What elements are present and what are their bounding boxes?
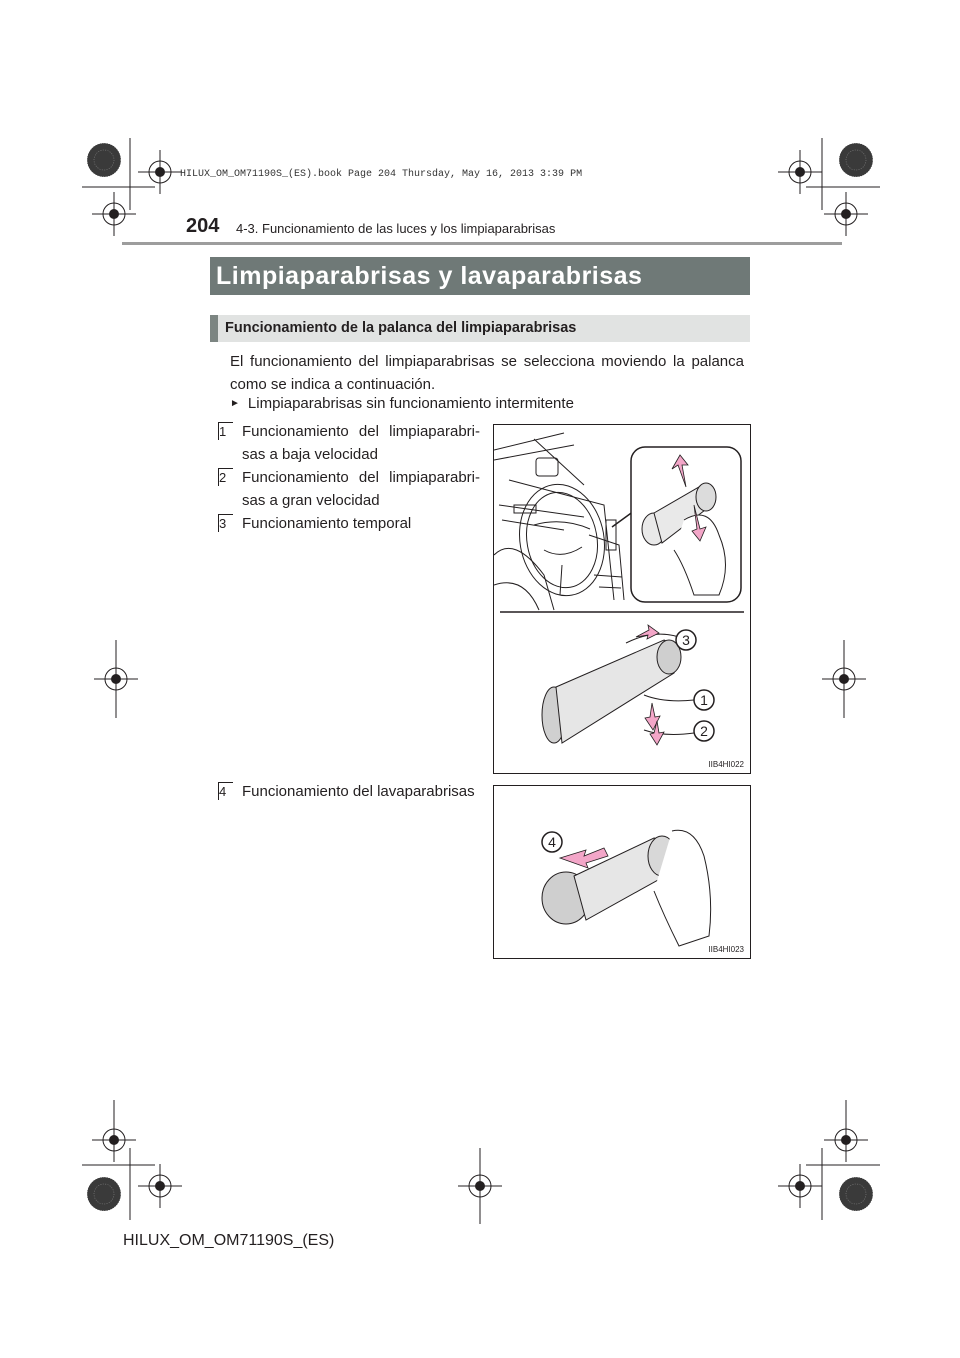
bullet-arrow-icon: ► [230, 398, 240, 409]
page-title: Limpiaparabrisas y lavaparabrisas [216, 262, 643, 290]
intro-paragraph: El funcionamiento del limpiaparabrisas se selecciona moviendo la palanca como se indica a continuación. [230, 353, 744, 393]
callout-label: 3 [682, 632, 690, 648]
figure-wiper-lever [493, 424, 751, 774]
list-item [219, 780, 480, 803]
callout-label: 4 [548, 834, 556, 850]
item-number: 3 [218, 514, 233, 532]
washer-lever-illustration [494, 786, 750, 958]
subtitle: Funcionamiento de la palanca del limpiaparabrisas [225, 320, 577, 336]
list-item [219, 466, 480, 512]
figure-washer-lever [493, 785, 751, 959]
bullet-text: Limpiaparabrisas sin funcionamiento intermitente [247, 395, 574, 412]
item-number: 2 [218, 468, 233, 486]
list-item [219, 420, 480, 466]
callout-label: 1 [700, 692, 708, 708]
callout-label: 2 [700, 723, 708, 739]
list-item [219, 512, 480, 535]
figure-code: IIB4HI022 [708, 760, 744, 769]
header-rule [122, 242, 842, 245]
item-text: Funcionamiento temporal [242, 515, 412, 532]
figure-code: IIB4HI023 [708, 945, 744, 954]
section-heading: 4-3. Funcionamiento de las luces y los limpiaparabrisas [236, 221, 556, 236]
footer-doc-id: HILUX_OM_OM71190S_(ES) [123, 1232, 335, 1249]
bullet-line [230, 395, 574, 412]
item-text: Funcionamiento del limpiaparabri-sas a baja velocidad [242, 423, 480, 463]
page-number: 204 [186, 215, 220, 237]
item-number: 1 [218, 422, 233, 440]
print-book-line: HILUX_OM_OM71190S_(ES).book Page 204 Thursday, May 16, 2013 3:39 PM [180, 169, 583, 180]
wiper-lever-illustration [494, 425, 750, 773]
item-text: Funcionamiento del limpiaparabri-sas a gran velocidad [242, 469, 480, 509]
item-text: Funcionamiento del lavaparabrisas [242, 783, 475, 800]
subtitle-accent [210, 315, 218, 342]
item-number: 4 [218, 782, 233, 800]
